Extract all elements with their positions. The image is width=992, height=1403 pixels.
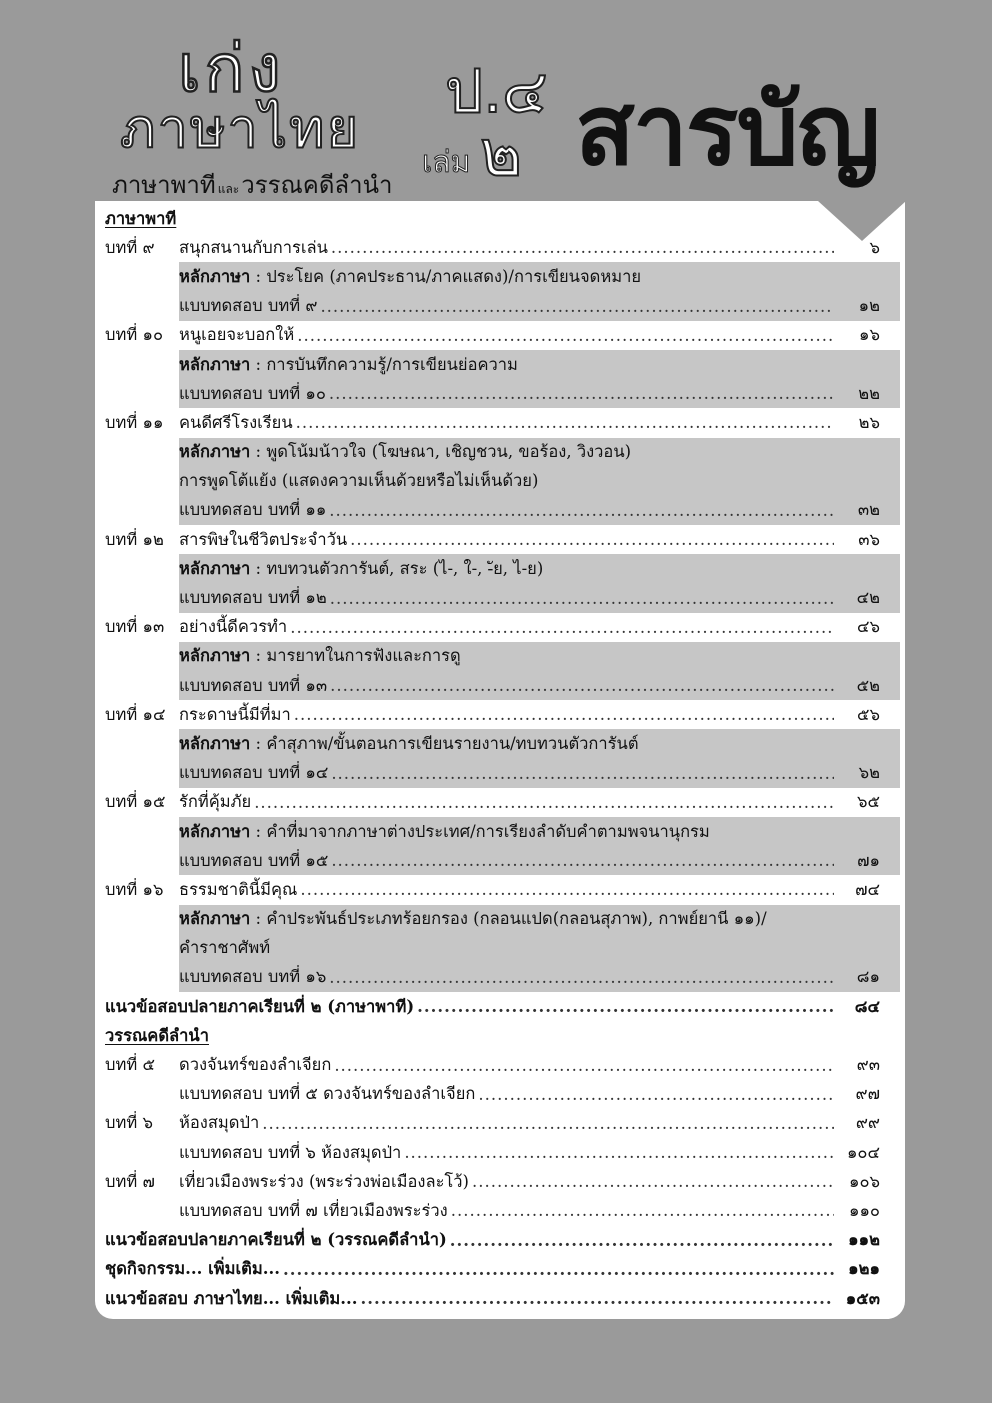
toc-entry[interactable] — [179, 496, 900, 525]
grammar-topic-text: : คำที่มาจากภาษาต่างประเทศ/การเรียงลำดับคำตามพจนานุกรม — [250, 821, 710, 841]
page-number: ๑๒๑ — [848, 1259, 880, 1279]
section-heading-text: วรรณคดีลำนำ — [105, 1025, 209, 1045]
page-number: ๘๔ — [854, 996, 880, 1016]
page-number: ๒๖ — [858, 412, 880, 432]
brand-subtitle-and: และ — [217, 182, 240, 196]
lesson-number: บทที่ ๙ — [105, 237, 155, 257]
toc-entry[interactable] — [105, 1167, 900, 1196]
toc-entry[interactable] — [179, 438, 900, 467]
page-number: ๑๐๖ — [848, 1171, 880, 1191]
lesson-title: อย่างนี้ดีควรทำ — [179, 617, 288, 637]
lesson-title: คนดีศรีโรงเรียน — [179, 412, 293, 432]
toc-entry[interactable] — [105, 992, 900, 1021]
dot-leader — [300, 880, 834, 899]
page-number: ๖ — [869, 237, 880, 257]
page-title: สารบัญ — [575, 74, 879, 188]
toc-entry[interactable] — [105, 233, 900, 262]
lesson-number: บทที่ ๕ — [105, 1055, 155, 1075]
lesson-title: หนูเอยจะบอกให้ — [179, 325, 295, 345]
lesson-title: สารพิษในชีวิตประจำวัน — [179, 529, 348, 549]
grammar-topic — [179, 439, 631, 465]
page-number: ๕๒ — [856, 675, 880, 695]
page-number: ๒๒ — [858, 383, 880, 403]
grammar-topic-text: : มารยาทในการฟังและการดู — [250, 646, 461, 666]
toc-entry[interactable] — [105, 1255, 900, 1284]
toc-entry[interactable] — [179, 1080, 900, 1109]
toc-entry[interactable] — [105, 321, 900, 350]
grammar-topic — [179, 819, 710, 845]
dot-leader — [330, 676, 834, 695]
quiz-title: แบบทดสอบ บทที่ ๗ เที่ยวเมืองพระร่วง — [179, 1200, 448, 1220]
grammar-topic — [179, 906, 767, 932]
volume-label: เล่ม — [422, 145, 471, 180]
grammar-label: หลักภาษา — [179, 354, 251, 374]
toc-entry[interactable] — [179, 729, 900, 758]
grammar-topic — [179, 643, 461, 669]
grammar-topic — [179, 352, 518, 378]
page-number: ๓๖ — [858, 529, 880, 549]
dot-leader — [450, 1231, 834, 1250]
toc-entry[interactable] — [179, 759, 900, 788]
lesson-title: เที่ยวเมืองพระร่วง (พระร่วงพ่อเมืองละโว้) — [179, 1171, 469, 1191]
exam-title: แนวข้อสอบปลายภาคเรียนที่ ๒ (ภาษาพาที) — [105, 996, 415, 1016]
brand-title-line1: เก่ง — [178, 30, 285, 107]
page-number: ๑๑๐ — [848, 1200, 880, 1220]
lesson-number: บทที่ ๑๑ — [105, 412, 164, 432]
quiz-title: แบบทดสอบ บทที่ ๑๔ — [179, 763, 329, 783]
grammar-label: หลักภาษา — [179, 733, 251, 753]
brand-subtitle-b: วรรณคดีลำนำ — [241, 171, 393, 199]
toc-entry[interactable] — [105, 408, 900, 437]
lesson-number: บทที่ ๖ — [105, 1113, 153, 1133]
brand-title-line2: ภาษาไทย — [120, 97, 361, 160]
dot-leader — [478, 1085, 834, 1104]
grammar-topic — [179, 556, 543, 582]
toc-entry[interactable] — [179, 1196, 900, 1225]
quiz-title: แบบทดสอบ บทที่ ๙ — [179, 296, 318, 316]
toc-entry[interactable] — [105, 1050, 900, 1079]
grammar-topic-continued: การพูดโต้แย้ง (แสดงความเห็นด้วยหรือไม่เห็นด้วย) — [179, 471, 539, 491]
toc-entry[interactable] — [179, 467, 900, 496]
page-number: ๓๒ — [857, 500, 880, 520]
page-number: ๑๖ — [859, 325, 880, 345]
lesson-title: รักที่คุ้มภัย — [179, 792, 252, 812]
section-heading-text: ภาษาพาที — [105, 208, 177, 228]
exam-title: ชุดกิจกรรม... เพิ่มเติม... — [105, 1259, 280, 1279]
grammar-label: หลักภาษา — [179, 646, 251, 666]
toc-entry[interactable] — [105, 700, 900, 729]
dot-leader — [472, 1172, 834, 1191]
grammar-label: หลักภาษา — [179, 909, 251, 929]
dot-leader — [331, 851, 834, 870]
volume-number: ๒ — [480, 117, 523, 191]
quiz-title: แบบทดสอบ บทที่ ๖ ห้องสมุดป่า — [179, 1142, 402, 1162]
page-number: ๖๕ — [857, 792, 880, 812]
page-number: ๙๗ — [855, 1084, 880, 1104]
page-number: ๔๒ — [856, 588, 880, 608]
page-number: ๑๒ — [858, 296, 880, 316]
grammar-topic-text: : คำประพันธ์ประเภทร้อยกรอง (กลอนแปด(กลอนสุภาพ), กาพย์ยานี ๑๑)/ — [250, 909, 767, 929]
quiz-title: แบบทดสอบ บทที่ ๑๖ — [179, 967, 327, 987]
quiz-title: แบบทดสอบ บทที่ ๑๑ — [179, 500, 327, 520]
toc-entry[interactable] — [105, 1226, 900, 1255]
toc-entry[interactable] — [179, 671, 900, 700]
quiz-title: แบบทดสอบ บทที่ ๑๒ — [179, 588, 327, 608]
page-number: ๕๖ — [857, 704, 880, 724]
toc-entry[interactable] — [179, 846, 900, 875]
dot-leader — [254, 793, 834, 812]
page-number: ๑๕๓ — [845, 1288, 880, 1308]
page-number: ๗๔ — [855, 879, 880, 899]
page-number: ๘๑ — [856, 967, 880, 987]
grammar-label: หลักภาษา — [179, 266, 251, 286]
toc-entry[interactable] — [179, 292, 900, 321]
exam-title: แนวข้อสอบ ภาษาไทย... เพิ่มเติม... — [105, 1288, 358, 1308]
grammar-label: หลักภาษา — [179, 442, 251, 462]
dot-leader — [297, 326, 834, 345]
toc-entry[interactable] — [179, 817, 900, 846]
grammar-topic-text: : คำสุภาพ/ขั้นตอนการเขียนรายงาน/ทบทวนตัวการันต์ — [250, 733, 639, 753]
toc-entry[interactable] — [179, 905, 900, 934]
grammar-topic-text: : การบันทึกความรู้/การเขียนย่อความ — [250, 354, 518, 374]
dot-leader — [331, 764, 834, 783]
grammar-topic-text: : พูดโน้มน้าวใจ (โฆษณา, เชิญชวน, ขอร้อง, วิงวอน) — [250, 442, 632, 462]
toc-entry[interactable] — [179, 583, 900, 612]
quiz-title: แบบทดสอบ บทที่ ๕ ดวงจันทร์ของลำเจียก — [179, 1084, 476, 1104]
dot-leader — [329, 384, 834, 403]
grammar-label: หลักภาษา — [179, 821, 251, 841]
toc-entry[interactable] — [179, 262, 900, 291]
dot-leader — [361, 1289, 834, 1308]
toc-entry[interactable] — [179, 379, 900, 408]
toc-entry[interactable] — [105, 525, 900, 554]
dot-leader — [294, 705, 834, 724]
lesson-title: ห้องสมุดป่า — [179, 1113, 260, 1133]
toc-entry[interactable] — [179, 934, 900, 963]
dot-leader — [329, 501, 834, 520]
dot-leader — [417, 997, 834, 1016]
dot-leader — [296, 413, 834, 432]
page-number: ๑๐๔ — [846, 1142, 880, 1162]
dot-leader — [330, 589, 834, 608]
dot-leader — [331, 238, 834, 257]
grade-label: ป.๔ — [445, 57, 548, 127]
dot-leader — [320, 297, 834, 316]
lesson-title: กระดาษนี้มีที่มา — [179, 704, 291, 724]
toc-entry[interactable] — [105, 1284, 900, 1313]
toc-entry[interactable] — [105, 875, 900, 904]
dot-leader — [290, 618, 834, 637]
brand-subtitle-a: ภาษาพาที — [112, 171, 216, 199]
page-number: ๙๓ — [856, 1055, 880, 1075]
grammar-topic-text: : ประโยค (ภาคประธาน/ภาคแสดง)/การเขียนจดหมาย — [250, 266, 642, 286]
lesson-number: บทที่ ๗ — [105, 1171, 155, 1191]
grammar-topic-continued: คำราชาศัพท์ — [179, 938, 271, 958]
brand-subtitle — [112, 165, 393, 204]
toc-entry[interactable] — [179, 963, 900, 992]
toc-entry[interactable] — [179, 554, 900, 583]
lesson-number: บทที่ ๑๒ — [105, 529, 164, 549]
lesson-title: ดวงจันทร์ของลำเจียก — [179, 1055, 332, 1075]
toc-entry[interactable] — [105, 1109, 900, 1138]
toc-entry[interactable] — [105, 788, 900, 817]
dot-leader — [350, 530, 834, 549]
dot-leader — [329, 968, 834, 987]
exam-title: แนวข้อสอบปลายภาคเรียนที่ ๒ (วรรณคดีลำนำ) — [105, 1230, 447, 1250]
page-number: ๙๙ — [855, 1113, 880, 1133]
dot-leader — [334, 1056, 834, 1075]
dot-leader — [451, 1201, 834, 1220]
grammar-label: หลักภาษา — [179, 558, 251, 578]
lesson-title: ธรรมชาตินี้มีคุณ — [179, 879, 298, 899]
page-number: ๑๑๒ — [848, 1230, 880, 1250]
grammar-topic-text: : ทบทวนตัวการันต์, สระ (ไ-, ใ-, -ัย, ไ-ย) — [250, 558, 544, 578]
page-number: ๖๒ — [858, 763, 880, 783]
lesson-number: บทที่ ๑๖ — [105, 879, 164, 899]
table-of-contents — [105, 204, 900, 1313]
page-number: ๗๑ — [857, 850, 880, 870]
quiz-title: แบบทดสอบ บทที่ ๑๓ — [179, 675, 328, 695]
lesson-number: บทที่ ๑๐ — [105, 325, 164, 345]
cover-header — [0, 0, 992, 200]
toc-entry[interactable] — [179, 350, 900, 379]
dot-leader — [283, 1260, 834, 1279]
lesson-number: บทที่ ๑๓ — [105, 617, 165, 637]
grammar-topic — [179, 264, 641, 290]
dot-leader — [262, 1114, 834, 1133]
toc-entry[interactable] — [105, 613, 900, 642]
quiz-title: แบบทดสอบ บทที่ ๑๐ — [179, 383, 326, 403]
lesson-number: บทที่ ๑๔ — [105, 704, 166, 724]
quiz-title: แบบทดสอบ บทที่ ๑๕ — [179, 850, 329, 870]
section-heading — [105, 1021, 900, 1050]
toc-entry[interactable] — [179, 642, 900, 671]
toc-entry[interactable] — [179, 1138, 900, 1167]
grammar-topic — [179, 731, 639, 757]
lesson-title: สนุกสนานกับการเล่น — [179, 237, 328, 257]
page-number: ๔๖ — [857, 617, 880, 637]
dot-leader — [404, 1143, 834, 1162]
lesson-number: บทที่ ๑๕ — [105, 792, 166, 812]
section-heading — [105, 204, 900, 233]
